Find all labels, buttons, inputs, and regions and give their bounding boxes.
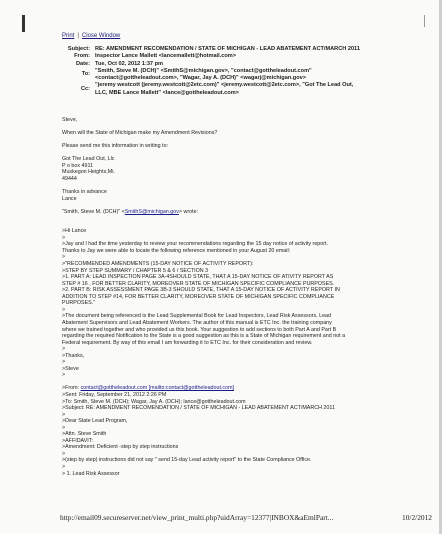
from-prefix: >From:	[62, 385, 81, 392]
body-line: PURPOSES."	[62, 300, 96, 307]
body-line: Lance	[62, 195, 77, 202]
date-row	[52, 61, 432, 68]
body-line: >Attn. Steve Smith	[62, 431, 107, 438]
date-label: Date:	[76, 60, 90, 67]
from-label: From:	[74, 53, 90, 60]
body-line: >Sent: Friday, September 21, 2012 2:26 PM	[62, 391, 167, 398]
toolbar-separator: |	[77, 33, 79, 39]
close-window-link[interactable]: Close Window	[81, 33, 121, 39]
body-line: STEP # 16 , FOR BETTER CLARITY, MOREOVER STATE OF MICHIGAN SPECIFIC COMPLIANCE PURPOSES.	[62, 280, 335, 287]
body-line: 49444	[62, 175, 77, 182]
print-footer	[60, 513, 432, 522]
body-line: >"RECOMMENDED AMENDMENTS (15-DAY NOTICE OF ACTIVITY REPORT):	[62, 261, 254, 268]
from-row	[52, 53, 432, 60]
body-line: >	[62, 424, 66, 431]
body-line: >The document being referenced is the Lead Supplemental Book for Lead Inspectors, Lead Risk Assessors, Lead	[62, 313, 331, 320]
email-header	[52, 46, 432, 97]
body-line: regarding the required Notification to the State is a good suggestion as this is a State of Michigan requirement and not a	[62, 333, 346, 340]
body-line: Federal requirement. By way of this email I am forwarding it to ETC Inc. for their consideration and review.	[62, 339, 313, 346]
from-email-link[interactable]: contact@gottheleadout.com	[80, 385, 148, 392]
body-line: >(step by step) instructions did not say " send 15-day Lead activity report" to the State Compliance Office.	[62, 457, 312, 464]
body-line: Muskegon Heights,Mi.	[62, 169, 115, 176]
body-line: >	[62, 450, 66, 457]
body-line: >Thanks,	[62, 352, 85, 359]
from-value: Inspector Lance Mallett <lancemallett@hotmail.com>	[95, 53, 236, 60]
scan-mark	[22, 15, 25, 32]
body-line: > 1. Lead Risk Assessor	[62, 470, 120, 477]
body-line: >Subject: RE: AMENDMENT RECOMENDATION / STATE OF MICHIGAN - LEAD ABATEMENT ACT/MARCH 2011	[62, 405, 335, 412]
footer-url: http://email09.secureserver.net/view_print_multi.php?uidArray=12377|INBOX&aEmlPart...	[60, 513, 334, 522]
body-line: >2. PART B: RISK ASSESSMENT PAGE 3B-3 SHOULD STATE, THAT A 15-DAY NOTICE OF ACTIVITY REPORT IN	[62, 287, 340, 294]
body-line: >Steve	[62, 365, 79, 372]
body-line: >	[62, 411, 66, 418]
body-line: where we trained together and who provided us this book. Your suggestion to add sections to both Part A and Part B	[62, 326, 337, 333]
body-line: Got The Lead Out, Llc	[62, 156, 115, 163]
to-line-2: <contact@gottheleadout.com>, "Wagar, Jay A. (DCH)" <wagarj@michigan.gov>	[95, 75, 306, 82]
print-toolbar	[62, 33, 120, 39]
body-line: P o box 4911	[62, 162, 93, 169]
quoted-from-suffix: > wrote:	[178, 208, 199, 215]
quoted-to-header: >To: Smith, Steve M. (DCH); Wagar, Jay A. (DCH); lance@gottheleadout.com	[62, 398, 246, 405]
body-line: >Dear State Lead Program,	[62, 418, 128, 425]
body-line: >	[62, 254, 66, 261]
body-line: Steve,	[62, 117, 78, 123]
body-line: When will the State of Michigan make my Amendment Revisions?	[62, 130, 218, 137]
to-value	[95, 68, 432, 83]
body-line: >Amendment: Deficient -step by step instructions	[62, 444, 179, 451]
cc-row	[52, 82, 432, 97]
body-line: >STEP BY STEP SUMMARY / CHAPTER 5 & 6 / SECTION 3	[62, 267, 209, 274]
cc-value	[95, 82, 432, 97]
body-line: Please send me this information in writing to:	[62, 143, 169, 150]
body-line: >1. PART A: LEAD INSPECTION PAGE 3A-4SHOULD STATE, THAT A 15-DAY NOTICE OF ATIVITY REPORT AS	[62, 274, 334, 281]
subject-label: Subject:	[67, 46, 90, 52]
subject-row	[52, 46, 432, 53]
to-label: To:	[81, 71, 90, 78]
cc-label: Cc:	[80, 85, 90, 92]
body-line: >	[62, 372, 66, 379]
body-line: >	[62, 234, 66, 241]
body-line: >	[62, 359, 66, 366]
body-line: >AFFIDAVIT:	[62, 437, 93, 444]
body-line: >	[62, 463, 66, 470]
body-line: >Jay and I had the time yesterday to review your recommendations regarding the 15 day notice of activity report.	[62, 241, 328, 248]
body-line: >	[62, 306, 66, 313]
scan-mark-right	[424, 15, 425, 27]
body-line: >Hi Lance	[62, 228, 87, 235]
body-line: ADDITION TO STEP #14, FOR BETTER CLARITY, MOREOVER STATE OF MICHIGAN SPECIFIC COMPLIANCE	[62, 293, 335, 300]
email-body	[62, 117, 428, 477]
quoted-from-name: "Smith, Steve M. (DCH)" <	[62, 208, 125, 215]
print-link[interactable]: Print	[62, 33, 75, 39]
date-value: Tue, Oct 02, 2012 1:37 pm	[95, 60, 163, 67]
body-line: Thanks in advance	[62, 189, 107, 196]
subject-value: RE: AMENDMENT RECOMENDATION / STATE OF MICHIGAN - LEAD ABATEMENT ACT/MARCH 2011	[95, 46, 360, 52]
to-row	[52, 68, 432, 83]
quoted-from-email-link[interactable]: SmithS@michigan.gov	[124, 208, 179, 215]
body-line: Thanks to Jay we were able to locate the following reference mentioned in your August 20 email:	[62, 247, 291, 254]
mailto-link[interactable]: [mailto:contact@gottheleadout.com]	[147, 385, 235, 392]
cc-line-1: "jeremy westcott (jeremy.westcott@2etc.com)" <jeremy.westcott@2etc.com>, "Got The Lead Out,	[95, 82, 354, 89]
footer-date: 10/2/2012	[402, 513, 432, 522]
body-line: Abatement Supervisors and Lead Abatement Workers. The author of this manual is ETC Inc. the training company	[62, 319, 332, 326]
cc-line-2: LLC, MBE Lance Mallett" <lance@gottheleadout.com>	[95, 89, 239, 96]
body-line: >	[62, 346, 66, 353]
to-line-1: "Smith, Steve M. (DCH)" <SmithS@michigan.gov>, "contact@gottheleadout.com"	[95, 67, 312, 74]
